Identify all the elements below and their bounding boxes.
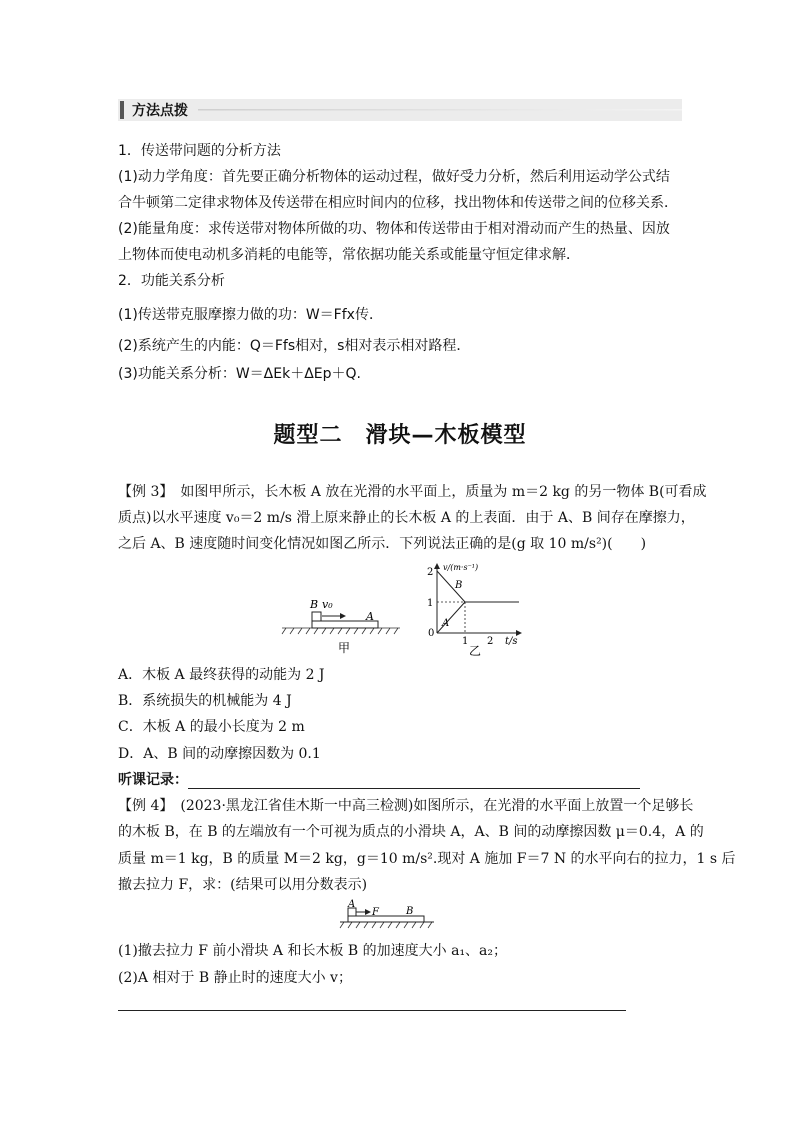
- option-c: C．木板 A 的最小长度为 2 m: [118, 719, 305, 735]
- formula-energy: (3)功能关系分析：W＝ΔEk＋ΔEp＋Q.: [118, 366, 361, 382]
- label-b-2: B: [406, 906, 414, 917]
- tick-y-2: 2: [427, 567, 434, 578]
- question-1: (1)撤去拉力 F 前小滑块 A 和长木板 B 的加速度大小 a₁、a₂；: [118, 943, 508, 959]
- section-label: 方法点拨: [132, 103, 188, 119]
- tick-x-2: 2: [487, 636, 494, 647]
- method-heading-1: 1．传送带问题的分析方法: [118, 143, 281, 159]
- label-a-2: A: [348, 899, 356, 910]
- method-paragraph-1b: 合牛顿第二定律求物体及传送带在相应时间内的位移，找出物体和传送带之间的位移关系．: [118, 195, 678, 211]
- figure-example4: [338, 898, 438, 934]
- ground-hatching-2: [340, 922, 432, 928]
- example3-line-3: 之后 A、B 速度随时间变化情况如图乙所示．下列说法正确的是(g 取 10 m/s²)( ): [118, 536, 647, 552]
- figure-yi-vt-graph: [425, 560, 535, 656]
- notes-label: 听课记录：: [118, 772, 188, 788]
- formula-heat: (2)系统产生的内能：Q＝Ffs相对，s相对表示相对路程．: [118, 338, 471, 354]
- method-paragraph-2a: (2)能量角度：求传送带对物体所做的功、物体和传送带由于相对滑动而产生的热量、因放: [118, 221, 670, 237]
- x-axis-label: t/s: [505, 636, 518, 647]
- example4-line-1: 【例 4】 (2023·黑龙江省佳木斯一中高三检测)如图所示，在光滑的水平面上放置一个足够长: [118, 798, 694, 814]
- label-a: A: [366, 610, 374, 623]
- answer-line: [118, 1010, 626, 1011]
- label-b: B: [310, 598, 319, 611]
- type-title: 题型二 滑块—木板模型: [273, 423, 527, 448]
- tick-y-1: 1: [427, 598, 434, 609]
- method-heading-2: 2．功能关系分析: [118, 273, 225, 289]
- question-2: (2)A 相对于 B 静止时的速度大小 v；: [118, 970, 352, 986]
- notes-answer-line: [188, 788, 640, 789]
- caption-jia: 甲: [338, 641, 351, 655]
- example4-line-3: 质量 m＝1 kg，B 的质量 M＝2 kg，g＝10 m/s².现对 A 施加 F＝7 N 的水平向右的拉力，1 s 后: [118, 851, 736, 867]
- section-header: [118, 96, 682, 124]
- y-axis-label: v/(m·s⁻¹): [443, 563, 479, 572]
- method-paragraph-1a: (1)动力学角度：首先要正确分析物体的运动过程，做好受力分析，然后利用运动学公式结: [118, 169, 670, 185]
- example3-line-2: 质点)以水平速度 v₀＝2 m/s 滑上原来静止的长木板 A 的上表面．由于 A、B 间存在摩擦力，: [118, 510, 695, 526]
- option-d: D．A、B 间的动摩擦因数为 0.1: [118, 746, 321, 762]
- figure-jia: [280, 592, 410, 656]
- curve-label-a: A: [442, 618, 450, 629]
- label-v0: v₀: [322, 598, 333, 611]
- block-b: [312, 612, 321, 621]
- tick-x-1: 1: [462, 636, 469, 647]
- ground-hatching: [282, 628, 400, 634]
- example3-line-1: 【例 3】 如图甲所示，长木板 A 放在光滑的水平面上，质量为 m＝2 kg 的另一物体 B(可看成: [118, 484, 707, 500]
- label-f: F: [372, 907, 379, 918]
- section-header-decoration: [118, 96, 682, 124]
- example4-line-4: 撤去拉力 F，求：(结果可以用分数表示): [118, 877, 368, 893]
- example4-line-2: 的木板 B，在 B 的左端放有一个可视为质点的小滑块 A，A、B 间的动摩擦因数 μ＝0.4，A 的: [118, 824, 704, 840]
- velocity-arrowhead: [340, 613, 346, 619]
- force-arrowhead: [365, 909, 371, 915]
- option-a: A．木板 A 最终获得的动能为 2 J: [118, 667, 325, 683]
- y-axis-arrowhead: [434, 563, 440, 569]
- method-paragraph-2b: 上物体而使电动机多消耗的电能等，常依据功能关系或能量守恒定律求解．: [118, 247, 580, 263]
- formula-work: (1)传送带克服摩擦力做的功：W＝Ffx传．: [118, 307, 383, 323]
- curve-label-b: B: [455, 580, 463, 591]
- tick-origin: 0: [428, 628, 435, 639]
- option-b: B．系统损失的机械能为 4 J: [118, 693, 292, 709]
- caption-yi: 乙: [469, 644, 482, 656]
